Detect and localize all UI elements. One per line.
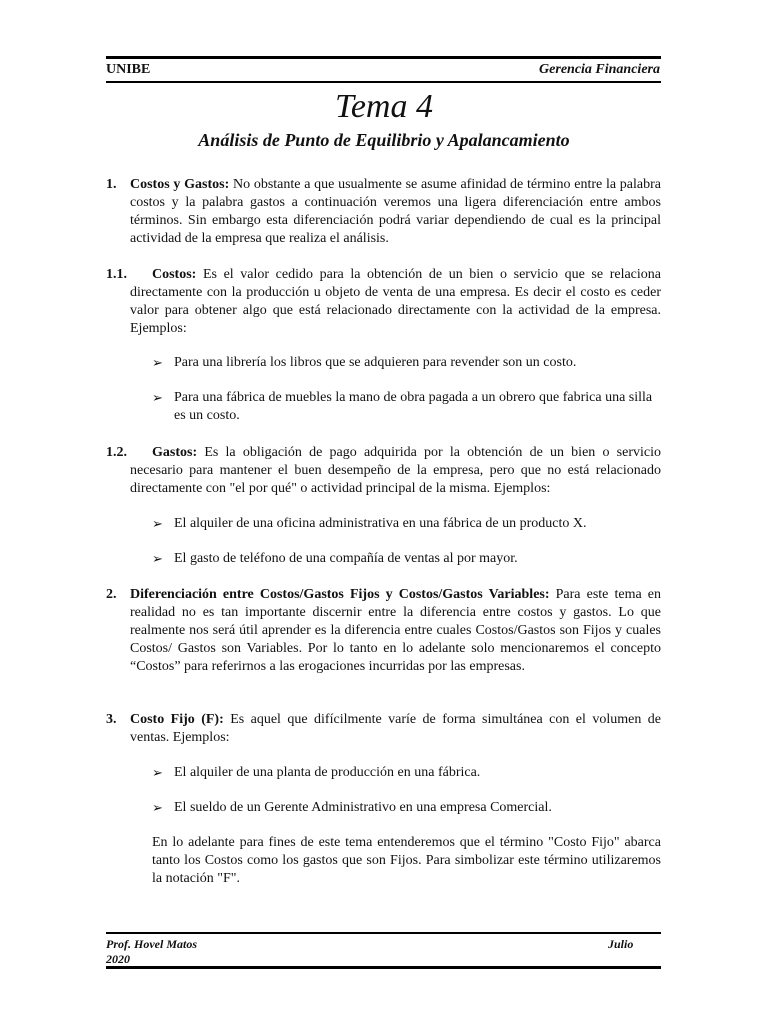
section-2-heading: Diferenciación entre Costos/Gastos Fijos y Costos/Gastos Variables: [130, 587, 550, 602]
section-1-2-heading: Gastos: [152, 445, 198, 460]
section-1-2-bullet: El alquiler de una oficina administrativa en una fábrica de un producto X. [174, 516, 587, 531]
footer-rule-top [106, 932, 661, 934]
header-rule-top [106, 56, 661, 59]
section-1-paragraph [130, 176, 661, 248]
arrow-bullet-icon: ➢ [152, 551, 163, 566]
section-1-1-paragraph [130, 266, 661, 338]
header-course: Gerencia Financiera [539, 62, 660, 77]
section-1-1-heading: Costos: [152, 267, 197, 282]
page-subtitle: Análisis de Punto de Equilibrio y Apalancamiento [198, 130, 570, 150]
section-1-2-number: 1.2. [106, 445, 127, 460]
footer-month: Julio [608, 937, 634, 951]
section-2-text: Para este tema en realidad no es tan importante discernir entre la diferencia entre costos y gastos. Lo que realmente nos será útil aprender es la diferencia entre cuales Costos/Gastos son Fijos y cuales Costos/ Gastos son Variables. Por lo tanto en lo adelante solo mencionaremos el concepto “Costos” para referirnos a las erogaciones incurridas por las empresas. [130, 587, 661, 674]
footer-rule-bottom [106, 966, 661, 969]
page-title: Tema 4 [335, 88, 433, 125]
section-3-text: Es aquel que difícilmente varíe de forma simultánea con el volumen de ventas. Ejemplos: [130, 712, 661, 745]
section-1-1-text: Es el valor cedido para la obtención de un bien o servicio que se relaciona directamente con la producción u objeto de venta de una empresa. Es decir el costo es ceder valor para obtener algo que está relacionado directamente con la actividad de la empresa. Ejemplos: [130, 267, 661, 336]
arrow-bullet-icon: ➢ [152, 355, 163, 370]
section-3-paragraph [130, 711, 661, 747]
header-institution: UNIBE [106, 62, 151, 77]
section-1-1-number: 1.1. [106, 267, 127, 282]
section-3-closing: En lo adelante para fines de este tema entenderemos que el término "Costo Fijo" abarca tanto los Costos como los gastos que son Fijos. Para simbolizar este término utilizaremos la notación "F". [152, 835, 661, 886]
section-1-2-paragraph [130, 444, 661, 498]
section-3-bullet: El alquiler de una planta de producción en una fábrica. [174, 765, 481, 780]
arrow-bullet-icon: ➢ [152, 800, 163, 815]
arrow-bullet-icon: ➢ [152, 765, 163, 780]
section-1-1-bullet: Para una librería los libros que se adquieren para revender son un costo. [174, 355, 577, 370]
section-3-number: 3. [106, 712, 117, 727]
section-1-number: 1. [106, 177, 117, 192]
section-3-bullet: El sueldo de un Gerente Administrativo en una empresa Comercial. [174, 800, 552, 815]
section-1-2-text: Es la obligación de pago adquirida por la obtención de un bien o servicio necesario para mantener el buen desempeño de la empresa, pero que no está relacionado directamente con "el por qué" o actividad principal de la misma. Ejemplos: [130, 445, 661, 496]
footer-author: Prof. Hovel Matos [106, 937, 197, 951]
section-2-paragraph [130, 586, 661, 676]
section-3-heading: Costo Fijo (F): [130, 712, 224, 727]
section-1-text: No obstante a que usualmente se asume afinidad de término entre la palabra costos y la palabra gastos a continuación veremos una ligera diferenciación entre ambos términos. Sin embargo esta diferenciación podrá variar dependiendo de cual es la principal actividad de la empresa que realiza el análisis. [130, 177, 661, 246]
arrow-bullet-icon: ➢ [152, 390, 163, 405]
section-1-heading: Costos y Gastos: [130, 177, 230, 192]
section-1-1-bullet: Para una fábrica de muebles la mano de obra pagada a un obrero que fabrica una silla es un costo. [174, 390, 653, 423]
section-2-number: 2. [106, 587, 117, 602]
header-rule-bottom [106, 81, 661, 83]
section-1-2-bullet: El gasto de teléfono de una compañía de ventas al por mayor. [174, 551, 518, 566]
footer-year: 2020 [106, 952, 130, 966]
arrow-bullet-icon: ➢ [152, 516, 163, 531]
